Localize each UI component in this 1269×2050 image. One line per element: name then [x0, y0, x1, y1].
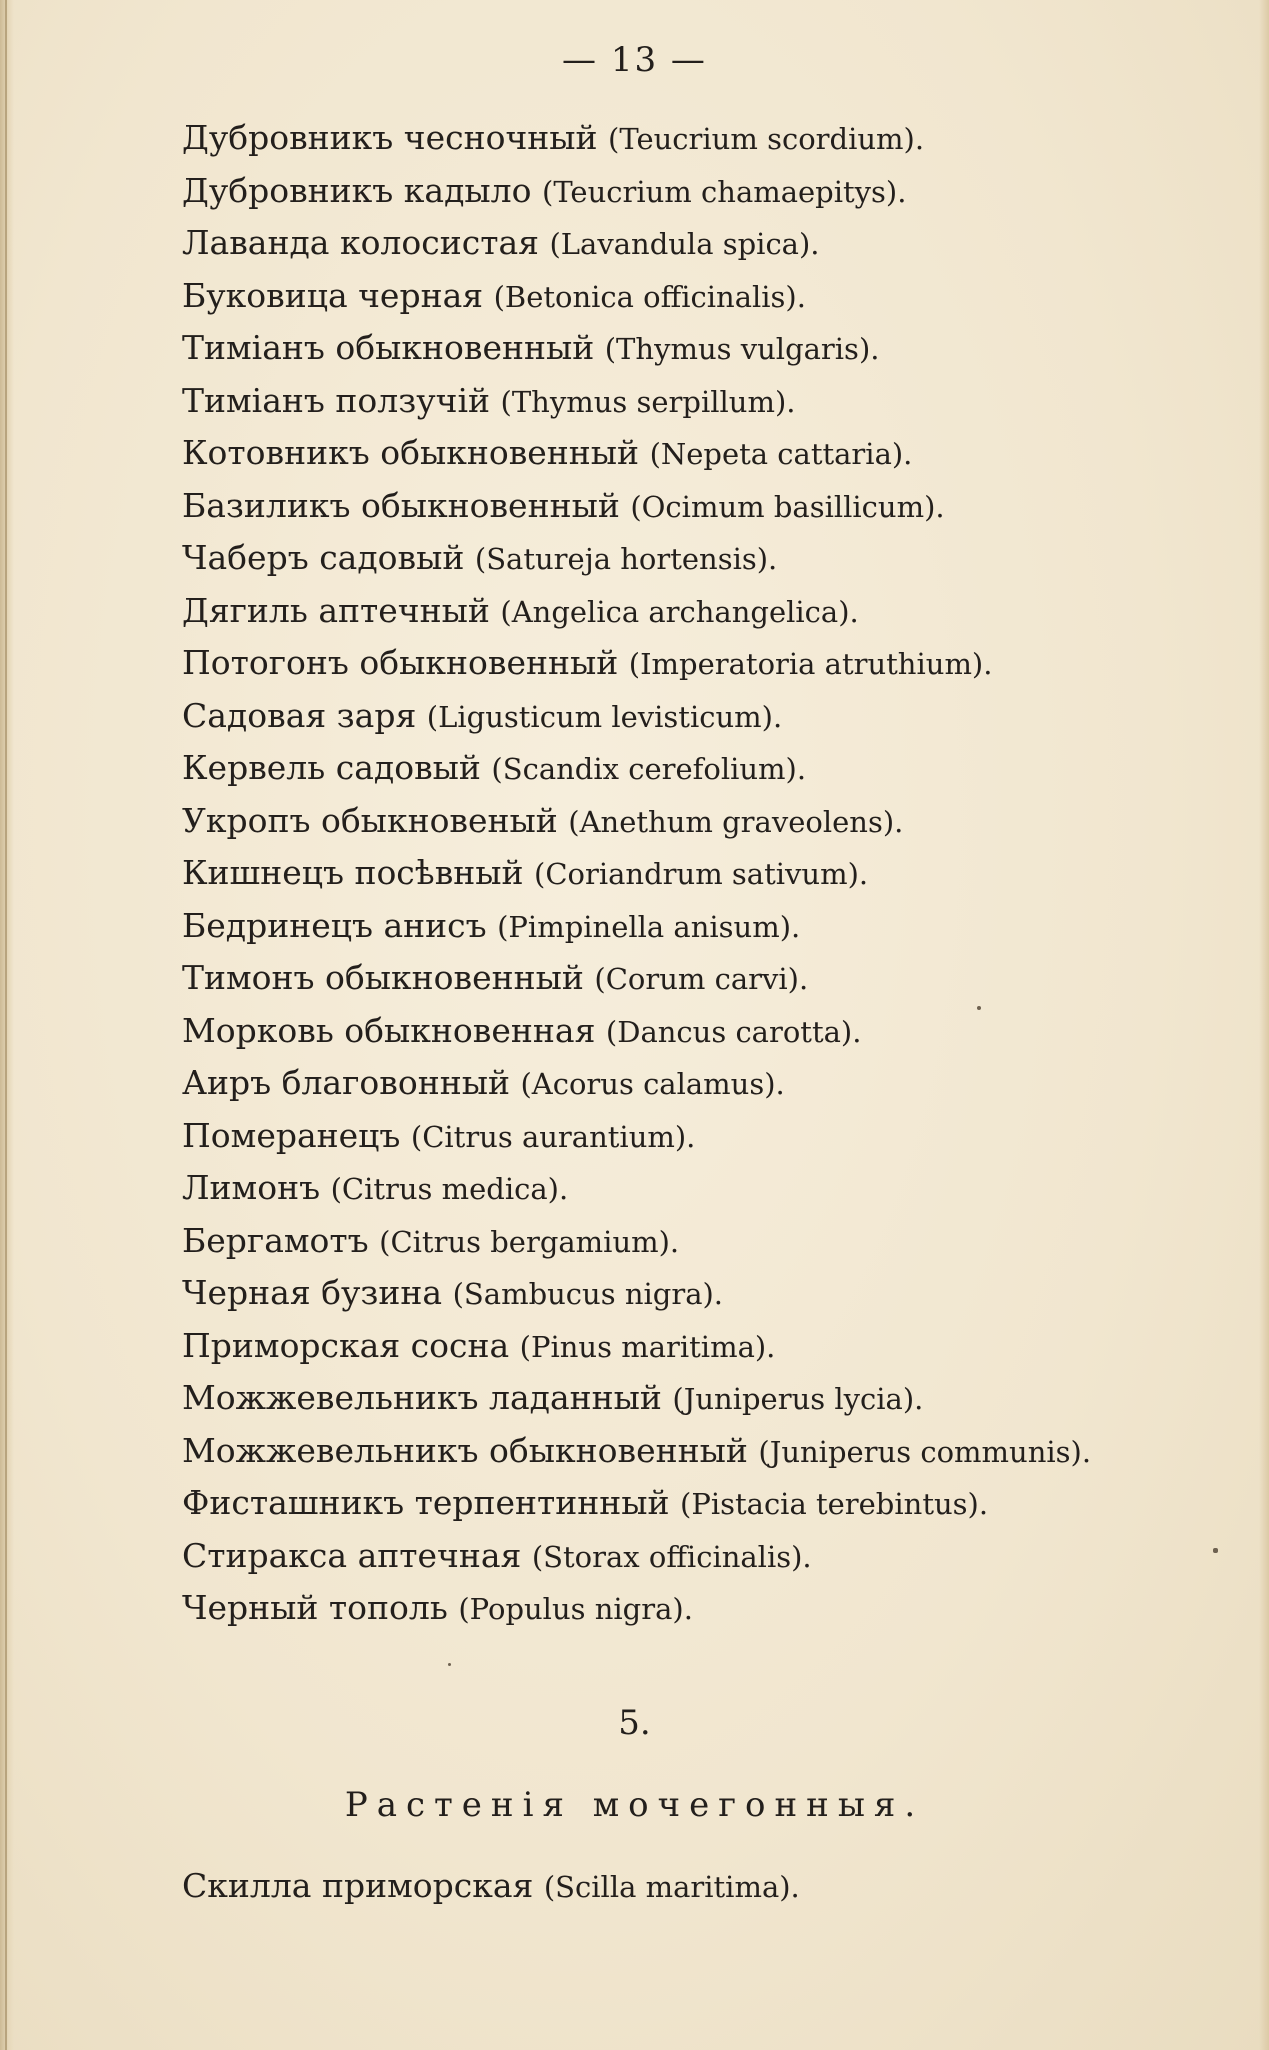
section-number: 5. — [618, 1703, 651, 1743]
list-item — [182, 217, 1232, 270]
list-item — [182, 1110, 1232, 1163]
latin-name: (Sambucus nigra). — [452, 1277, 724, 1311]
latin-name: (Betonica officinalis). — [493, 279, 806, 314]
latin-name: (Teucrium chamaepitys). — [542, 174, 907, 209]
latin-name: (Angelica archangelica). — [500, 594, 859, 629]
russian-name: Черный тополь — [182, 1588, 448, 1627]
list-item — [182, 585, 1232, 638]
russian-name: Бергамотъ — [182, 1220, 369, 1260]
list-item — [182, 532, 1232, 585]
russian-name: Дягиль аптечный — [182, 590, 490, 630]
latin-name: (Corum carvi). — [594, 962, 809, 996]
russian-name: Потогонъ обыкновенный — [182, 643, 619, 682]
russian-name: Базиликъ обыкновенный — [182, 485, 620, 525]
latin-name: (Citrus medica). — [330, 1172, 569, 1206]
latin-name: (Acorus calamus). — [520, 1067, 785, 1101]
russian-name: Морковь обыкновенная — [182, 1010, 596, 1050]
russian-name: Аиръ благовонный — [182, 1063, 510, 1102]
russian-name: Тимонъ обыкновенный — [182, 958, 584, 997]
list-item — [182, 1860, 800, 1913]
list-item — [182, 375, 1232, 428]
list-item — [182, 1477, 1232, 1530]
latin-name: (Anethum graveolens). — [568, 804, 904, 839]
latin-name: (Pimpinella anisum). — [497, 909, 801, 944]
russian-name: Котовникъ обыкновенный — [182, 433, 640, 472]
russian-name: Скилла приморская — [182, 1866, 534, 1905]
russian-name: Кишнецъ посѣвный — [182, 853, 524, 892]
latin-name: (Nepeta cattaria). — [649, 437, 913, 471]
list-item — [182, 795, 1232, 848]
russian-name: Буковица черная — [182, 275, 484, 315]
russian-name: Тиміанъ обыкновенный — [182, 328, 595, 367]
list-item — [182, 690, 1232, 743]
list-item — [182, 900, 1232, 953]
list-item — [182, 1320, 1232, 1373]
list-item — [182, 1372, 1232, 1425]
list-item — [182, 322, 1232, 375]
latin-name: (Lavandula spica). — [549, 227, 820, 261]
list-item — [182, 1582, 1232, 1635]
latin-name: (Imperatoria atruthium). — [628, 647, 993, 681]
paper-speck — [1213, 1548, 1218, 1553]
russian-name: Можжевельникъ ладанный — [182, 1378, 662, 1417]
russian-name: Лимонъ — [182, 1168, 321, 1207]
russian-name: Померанецъ — [182, 1115, 401, 1155]
latin-name: (Thymus vulgaris). — [604, 332, 880, 366]
paper-speck — [448, 1663, 451, 1666]
list-item — [182, 112, 1232, 165]
latin-name: (Citrus bergamium). — [379, 1224, 680, 1259]
russian-name: Дубровникъ кадыло — [182, 170, 532, 210]
list-item — [182, 270, 1232, 323]
russian-name: Чаберъ садовый — [182, 538, 465, 577]
list-item — [182, 742, 1232, 795]
list-item — [182, 427, 1232, 480]
russian-name: Тиміанъ ползучій — [182, 380, 490, 420]
list-item — [182, 165, 1232, 218]
latin-name: (Storax officinalis). — [531, 1539, 812, 1574]
list-item — [182, 1162, 1232, 1215]
latin-name: (Thymus serpillum). — [500, 384, 796, 419]
latin-name: (Coriandrum sativum). — [534, 857, 869, 891]
list-item — [182, 1215, 1232, 1268]
page-number: — 13 — — [562, 40, 707, 80]
list-item — [182, 847, 1232, 900]
list-item — [182, 952, 1232, 1005]
latin-name: (Dancus carotta). — [605, 1014, 862, 1049]
paper-speck — [977, 1006, 981, 1010]
russian-name: Фисташникъ терпентинный — [182, 1483, 670, 1522]
list-item — [182, 1005, 1232, 1058]
latin-name: (Ocimum basillicum). — [630, 489, 945, 524]
list-item — [182, 1530, 1232, 1583]
latin-name: (Ligusticum levisticum). — [426, 699, 783, 734]
russian-name: Черная бузина — [182, 1273, 443, 1312]
russian-name: Дубровникъ чесночный — [182, 118, 598, 157]
latin-name: (Pistacia terebintus). — [680, 1487, 989, 1521]
russian-name: Укропъ обыкновеный — [182, 800, 558, 840]
russian-name: Можжевельникъ обыкновенный — [182, 1430, 748, 1470]
russian-name: Кервель садовый — [182, 748, 481, 787]
latin-name: (Juniperus lycia). — [672, 1382, 924, 1416]
russian-name: Бедринецъ анисъ — [182, 905, 487, 945]
list-item — [182, 480, 1232, 533]
russian-name: Садовая заря — [182, 695, 417, 735]
plant-list — [182, 112, 1232, 1635]
latin-name: (Juniperus communis). — [758, 1434, 1092, 1469]
list-item — [182, 1057, 1232, 1110]
section-title: Растенія мочегонныя. — [344, 1785, 925, 1825]
russian-name: Стиракса аптечная — [182, 1535, 522, 1575]
russian-name: Лаванда колосистая — [182, 223, 539, 262]
russian-name: Приморская сосна — [182, 1325, 510, 1365]
latin-name: (Pinus maritima). — [519, 1329, 776, 1364]
latin-name: (Satureja hortensis). — [474, 542, 778, 576]
list-item — [182, 1425, 1232, 1478]
latin-name: (Teucrium scordium). — [608, 122, 925, 156]
list-item — [182, 1267, 1232, 1320]
latin-name: (Populus nigra). — [458, 1592, 693, 1626]
latin-name: (Citrus aurantium). — [410, 1119, 696, 1154]
latin-name: (Scandix cerefolium). — [491, 752, 807, 786]
latin-name: (Scilla maritima). — [543, 1870, 800, 1904]
list-item — [182, 637, 1232, 690]
